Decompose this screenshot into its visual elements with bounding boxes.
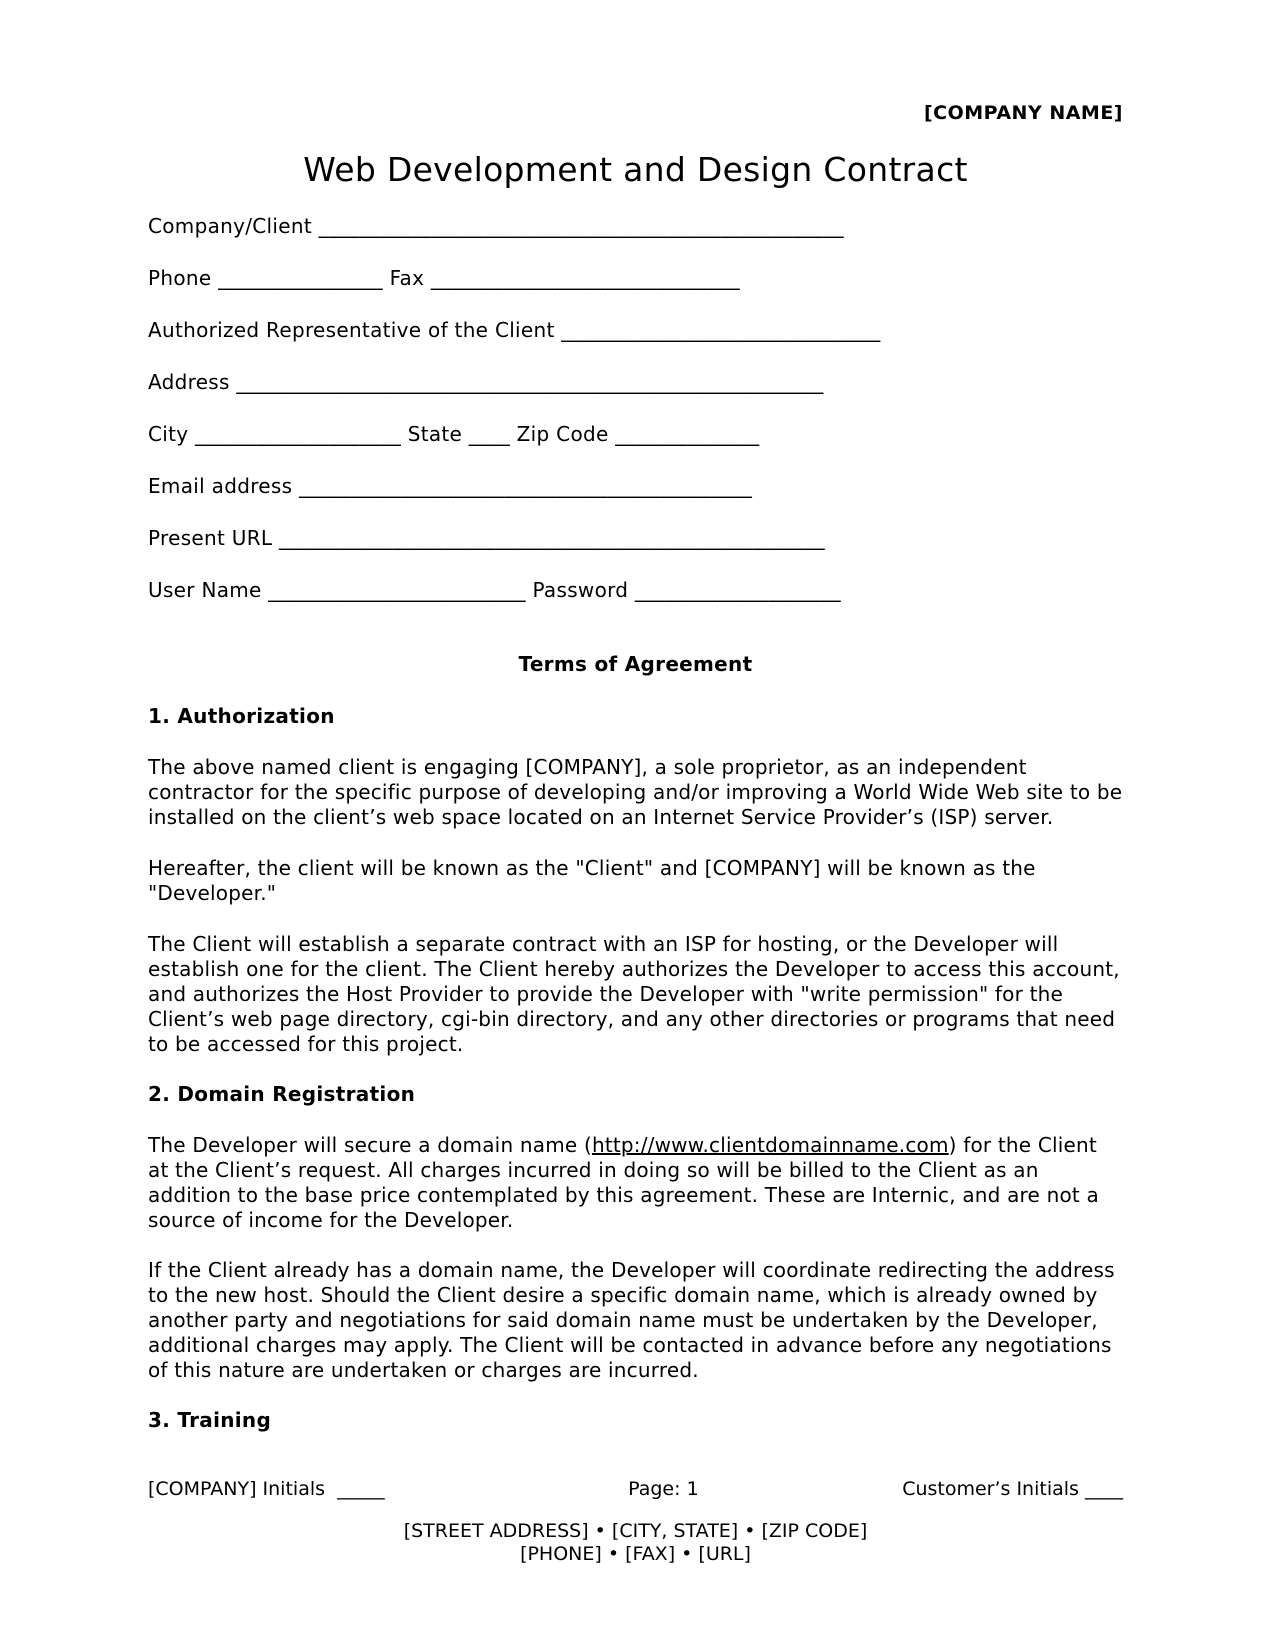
- authorization-paragraph-3: The Client will establish a separate contract with an ISP for hosting, or the Developer will establish one for the client. The Client hereby authorizes the Developer to access this account, and authorizes the Host Provider to provide the Developer with "write permission" for the Client’s web page directory, cgi-bin directory, and any other directories or programs that need to be accessed for this project.: [148, 932, 1120, 1056]
- terms-heading: Terms of Agreement: [518, 652, 753, 676]
- field-authorized-representative[interactable]: Authorized Representative of the Client _______________________________: [148, 318, 881, 342]
- footer-initials-row: [148, 1478, 1123, 1500]
- field-email[interactable]: Email address ____________________________________________: [148, 474, 753, 498]
- domain-paragraph-2: If the Client already has a domain name, the Developer will coordinate redirecting the address to the new host. Should the Client desire a specific domain name, which is already owned by another party and negotiations for said domain name must be undertaken by the Developer, additional charges may apply. The Client will be contacted in advance before any negotiations of this nature are undertaken or charges are incurred.: [148, 1258, 1115, 1382]
- field-city-state-zip[interactable]: City ____________________ State ____ Zip Code ______________: [148, 422, 760, 446]
- page-number: Page: 1: [628, 1478, 699, 1500]
- section-heading-authorization: 1. Authorization: [148, 704, 335, 728]
- address-line-2: [PHONE] • [FAX] • [URL]: [520, 1543, 751, 1565]
- domain-text-before: The Developer will secure a domain name (: [148, 1133, 592, 1157]
- domain-paragraph-1: [148, 1133, 1123, 1233]
- domain-text-after: ) for the Client at the Client’s request. All charges incurred in doing so will be billed to the Client as an addition to the base price contemplated by this agreement. These are Internic, and are not a source of income for the Developer.: [148, 1133, 1099, 1232]
- field-company-client[interactable]: Company/Client ___________________________________________________: [148, 214, 844, 238]
- field-phone-fax[interactable]: Phone ________________ Fax ______________________________: [148, 266, 740, 290]
- company-name-header: [COMPANY NAME]: [923, 102, 1123, 124]
- authorization-paragraph-2: Hereafter, the client will be known as the "Client" and [COMPANY] will be known as the "Developer.": [148, 856, 1036, 905]
- field-present-url[interactable]: Present URL _____________________________________________________: [148, 526, 825, 550]
- section-heading-domain: 2. Domain Registration: [148, 1082, 416, 1106]
- customer-initials[interactable]: Customer’s Initials ____: [902, 1478, 1123, 1500]
- document-page: [148, 0, 1123, 1650]
- company-initials[interactable]: [COMPANY] Initials _____: [148, 1478, 385, 1500]
- domain-link[interactable]: http://www.clientdomainname.com: [591, 1133, 949, 1157]
- field-address[interactable]: Address _________________________________________________________: [148, 370, 824, 394]
- address-line-1: [STREET ADDRESS] • [CITY, STATE] • [ZIP CODE]: [403, 1520, 868, 1542]
- page-title: Web Development and Design Contract: [303, 150, 968, 189]
- field-username-password[interactable]: User Name _________________________ Password ____________________: [148, 578, 841, 602]
- section-heading-training: 3. Training: [148, 1408, 272, 1432]
- footer-address: [148, 1520, 1123, 1566]
- authorization-paragraph-1: The above named client is engaging [COMPANY], a sole proprietor, as an independent contractor for the specific purpose of developing and/or improving a World Wide Web site to be installed on the client’s web space located on an Internet Service Provider’s (ISP) server.: [148, 755, 1123, 829]
